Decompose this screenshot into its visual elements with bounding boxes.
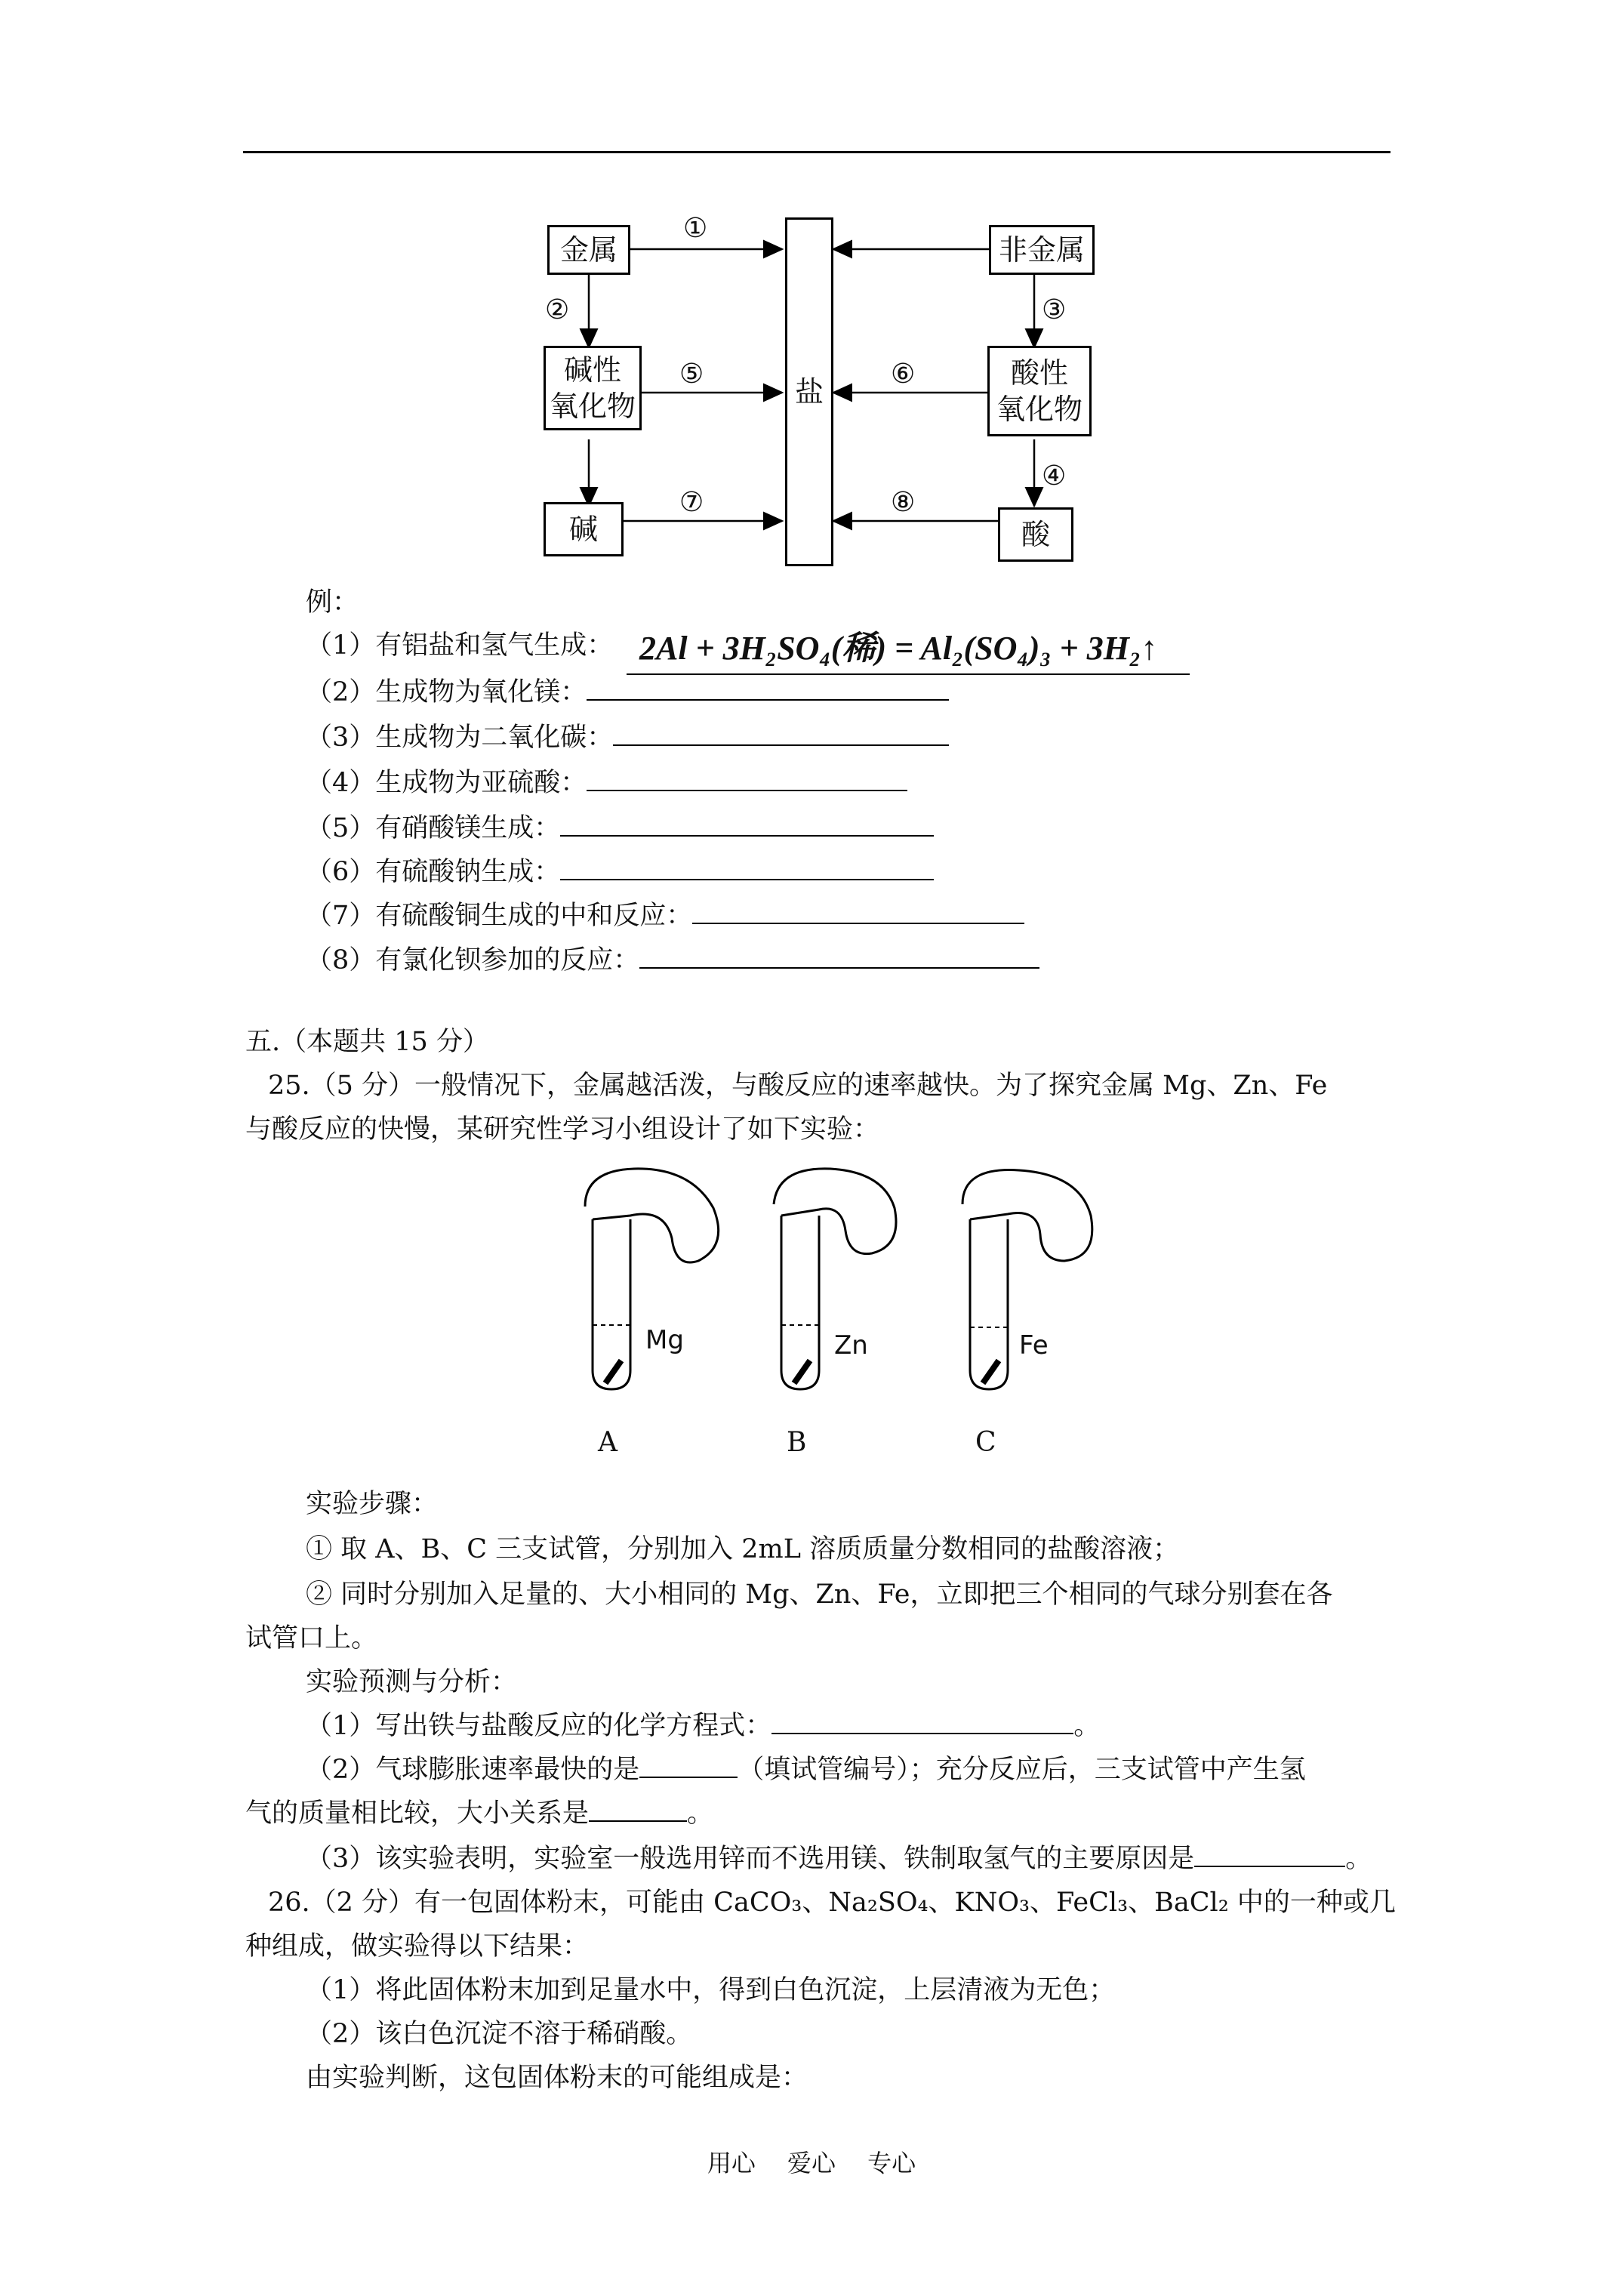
box-basic-oxide: 碱性 氧化物 — [544, 346, 642, 430]
answer-blank-5[interactable] — [560, 812, 934, 837]
item-5: （5）有硝酸镁生成： — [306, 812, 934, 845]
tube-c-metal-label: Fe — [1019, 1330, 1049, 1361]
box-acidic-oxide: 酸性 氧化物 — [987, 346, 1092, 436]
answer-blank-2[interactable] — [587, 676, 949, 701]
marker-4: ④ — [1042, 461, 1067, 492]
answer-blank-4[interactable] — [587, 767, 907, 791]
steps-title: 实验步骤： — [306, 1489, 439, 1519]
analysis-1: （1）写出铁与盐酸反应的化学方程式： 。 — [306, 1711, 1101, 1741]
relation-diagram — [528, 211, 1117, 574]
marker-8: ⑧ — [891, 487, 916, 518]
tube-a-metal-label: Mg — [645, 1325, 684, 1355]
example-equation: 2Al + 3H₂SO₄(稀) = Al₂(SO₄)₃ + 3H₂↑ — [639, 630, 1158, 667]
answer-blank-8[interactable] — [639, 945, 1039, 969]
answer-blank-a2-1[interactable] — [639, 1754, 738, 1778]
marker-7: ⑦ — [679, 487, 704, 518]
analysis-3: （3）该实验表明，实验室一般选用锌而不选用镁、铁制取氢气的主要原因是 。 — [306, 1844, 1372, 1874]
q26-result-1: （1）将此固体粉末加到足量水中，得到白色沉淀，上层清液为无色； — [306, 1975, 1116, 2005]
answer-blank-a1[interactable] — [771, 1710, 1073, 1734]
step-2-line-1: ② 同时分别加入足量的、大小相同的 Mg、Zn、Fe，立即把三个相同的气球分别套在各 — [306, 1579, 1333, 1610]
box-acid: 酸 — [998, 507, 1073, 562]
box-base: 碱 — [544, 502, 624, 556]
q25-intro-1: 25.（5 分）一般情况下，金属越活泼，与酸反应的速率越快。为了探究金属 Mg、Zn、Fe — [268, 1071, 1328, 1101]
q26-line-2: 种组成，做实验得以下结果： — [245, 1931, 590, 1962]
page-footer: 用心 爱心 专心 — [707, 2149, 916, 2177]
analysis-2: （2）气球膨胀速率最快的是 （填试管编号）；充分反应后，三支试管中产生氢 — [306, 1755, 1306, 1785]
answer-blank-a3[interactable] — [1194, 1843, 1345, 1867]
item-4: （4）生成物为亚硫酸： — [306, 766, 907, 800]
test-tubes-drawing — [551, 1163, 1125, 1480]
answer-blank-3[interactable] — [613, 722, 949, 746]
marker-2: ② — [545, 294, 570, 325]
item-2: （2）生成物为氧化镁： — [306, 676, 949, 709]
item-6: （6）有硫酸钠生成： — [306, 855, 934, 889]
item-7: （7）有硫酸铜生成的中和反应： — [306, 899, 1024, 932]
item-3: （3）生成物为二氧化碳： — [306, 721, 949, 754]
tube-b-letter: B — [787, 1427, 807, 1458]
example-label: 例： — [306, 587, 359, 618]
tube-b-metal-label: Zn — [834, 1330, 868, 1361]
example-equation-underline — [627, 673, 1190, 675]
test-tubes-figure — [551, 1163, 1125, 1480]
q26-conclusion: 由实验判断，这包固体粉末的可能组成是： — [306, 2063, 808, 2093]
marker-1: ① — [683, 213, 708, 244]
tube-a-letter: A — [598, 1427, 617, 1458]
box-metal: 金属 — [547, 225, 630, 275]
marker-5: ⑤ — [679, 359, 704, 390]
q26-line-1: 26.（2 分）有一包固体粉末，可能由 CaCO₃、Na₂SO₄、KNO₃、FeCl₃、BaCl₂ 中的一种或几 — [268, 1888, 1396, 1918]
box-nonmetal: 非金属 — [989, 225, 1095, 275]
analysis-2-line-2: 气的质量相比较，大小关系是 。 — [245, 1798, 714, 1829]
q26-result-2: （2）该白色沉淀不溶于稀硝酸。 — [306, 2019, 693, 2049]
tube-c-letter: C — [975, 1427, 996, 1458]
step-1: ① 取 A、B、C 三支试管，分别加入 2mL 溶质质量分数相同的盐酸溶液； — [306, 1534, 1180, 1564]
answer-blank-7[interactable] — [692, 900, 1024, 924]
section5-title: 五.（本题共 15 分） — [245, 1027, 489, 1057]
item-1: （1）有铝盐和氢气生成： — [306, 630, 614, 661]
item-8: （8）有氯化钡参加的反应： — [306, 944, 1039, 977]
step-2-line-2: 试管口上。 — [245, 1623, 378, 1653]
answer-blank-6[interactable] — [560, 856, 934, 880]
marker-3: ③ — [1042, 294, 1067, 325]
header-rule — [243, 151, 1390, 153]
answer-blank-a2-2[interactable] — [589, 1798, 687, 1822]
box-salt: 盐 — [785, 217, 833, 566]
marker-6: ⑥ — [891, 359, 916, 390]
q25-intro-2: 与酸反应的快慢，某研究性学习小组设计了如下实验： — [245, 1114, 880, 1145]
analysis-title: 实验预测与分析： — [306, 1667, 518, 1697]
